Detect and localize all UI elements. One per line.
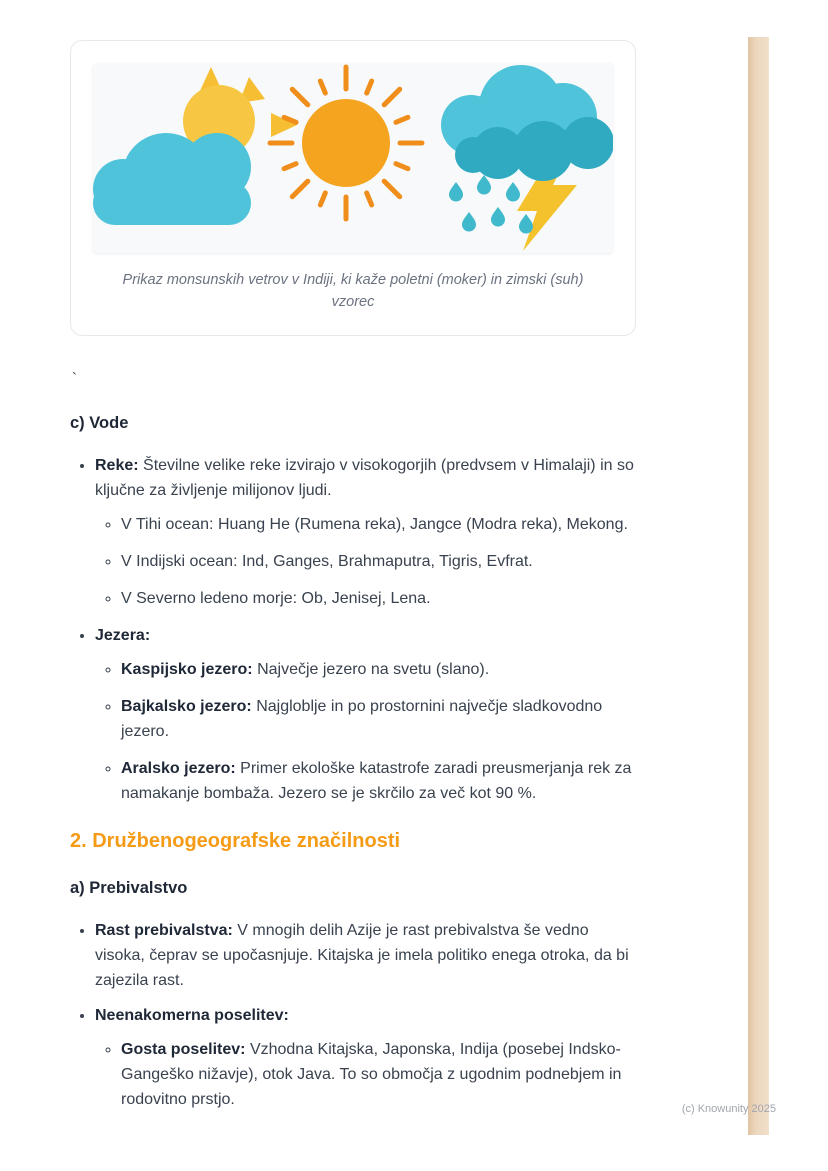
bullet-jezera: [95, 623, 636, 806]
poselitev-sublist: [95, 1037, 636, 1112]
kaspijsko-text: Največje jezero na svetu (slano).: [257, 661, 490, 678]
jezera-sublist: [95, 657, 636, 806]
sub-bullet-kaspijsko: [121, 657, 636, 682]
prebivalstvo-list: [70, 918, 636, 1112]
bajkalsko-label: Bajkalsko jezero:: [121, 698, 252, 715]
content-column: [70, 40, 636, 1124]
page-edge-stripe: [748, 37, 769, 1135]
bullet-rast-prebivalstva: [95, 918, 636, 993]
vode-list: [70, 453, 636, 806]
sub-bullet-tihi-ocean: ◦ V Tihi ocean: Huang He (Rumena reka), Jangce (Modra reka), Mekong.: [121, 512, 636, 537]
sub-bullet-indijski-ocean: ◦ V Indijski ocean: Ind, Ganges, Brahmaputra, Tigris, Evfrat.: [121, 549, 636, 574]
gosta-text: Vzhodna Kitajska, Japonska, Indija (posebej Indsko-Gangeško nižavje), otok Java. To so območja z ugodnim podnebjem in rodovitno prstjo.: [121, 1041, 622, 1108]
sun-behind-cloud-icon: [93, 67, 297, 225]
sub-bullet-bajkalsko: [121, 694, 636, 744]
monsoon-figure-image: [93, 63, 613, 253]
storm-cloud-rain-lightning-icon: [441, 65, 613, 251]
stray-backtick: `: [72, 370, 77, 387]
bullet-jezera-label: Jezera:: [95, 627, 151, 644]
sub-bullet-severno-morje: ◦ V Severno ledeno morje: Ob, Jenisej, Lena.: [121, 586, 636, 611]
reke-sublist: [95, 512, 636, 611]
poselitev-label: Neenakomerna poselitev:: [95, 1007, 289, 1024]
sub-bullet-gosta-poselitev: [121, 1037, 636, 1112]
rast-label: Rast prebivalstva:: [95, 922, 233, 939]
gosta-label: Gosta poselitev:: [121, 1041, 246, 1058]
rast-text: V mnogih delih Azije je rast prebivalstva še vedno visoka, čeprav se upočasnjuje. Kitajska je imela politiko enega otroka, da bi zajezila rast.: [95, 922, 629, 989]
raindrops: [449, 175, 533, 234]
bullet-reke-text: Številne velike reke izvirajo v visokogorjih (predvsem v Himalaji) in so ključne za življenje milijonov ljudi.: [95, 457, 634, 499]
cloud-icon: [93, 133, 251, 225]
kaspijsko-label: Kaspijsko jezero:: [121, 661, 253, 678]
aralsko-text: Primer ekološke katastrofe zaradi preusmerjanja rek za namakanje bombaža. Jezero se je skrčilo za več kot 90 %.: [121, 760, 632, 802]
bajkalsko-text: Najgloblje in po prostornini največje sladkovodno jezero.: [121, 698, 603, 740]
sun-icon: [258, 63, 433, 231]
bullet-reke-label: Reke:: [95, 457, 139, 474]
section-heading-druzbenogeografske: 2. Družbenogeografske značilnosti: [70, 830, 401, 852]
bullet-reke: [95, 453, 636, 611]
aralsko-label: Aralsko jezero:: [121, 760, 236, 777]
weather-illustration: [93, 63, 613, 253]
heading-prebivalstvo: a) Prebivalstvo: [70, 879, 188, 897]
copyright-notice: (c) Knowunity 2025: [681, 1103, 776, 1115]
figure-caption: Prikaz monsunskih vetrov v Indiji, ki kaže poletni (moker) in zimski (suh) vzorec: [122, 272, 584, 310]
storm-cloud-icon: [441, 65, 613, 181]
figure-card: [70, 40, 636, 336]
sub-bullet-aralsko: [121, 756, 636, 806]
heading-vode: c) Vode: [70, 414, 129, 432]
bullet-neenakomerna-poselitev: [95, 1003, 636, 1112]
